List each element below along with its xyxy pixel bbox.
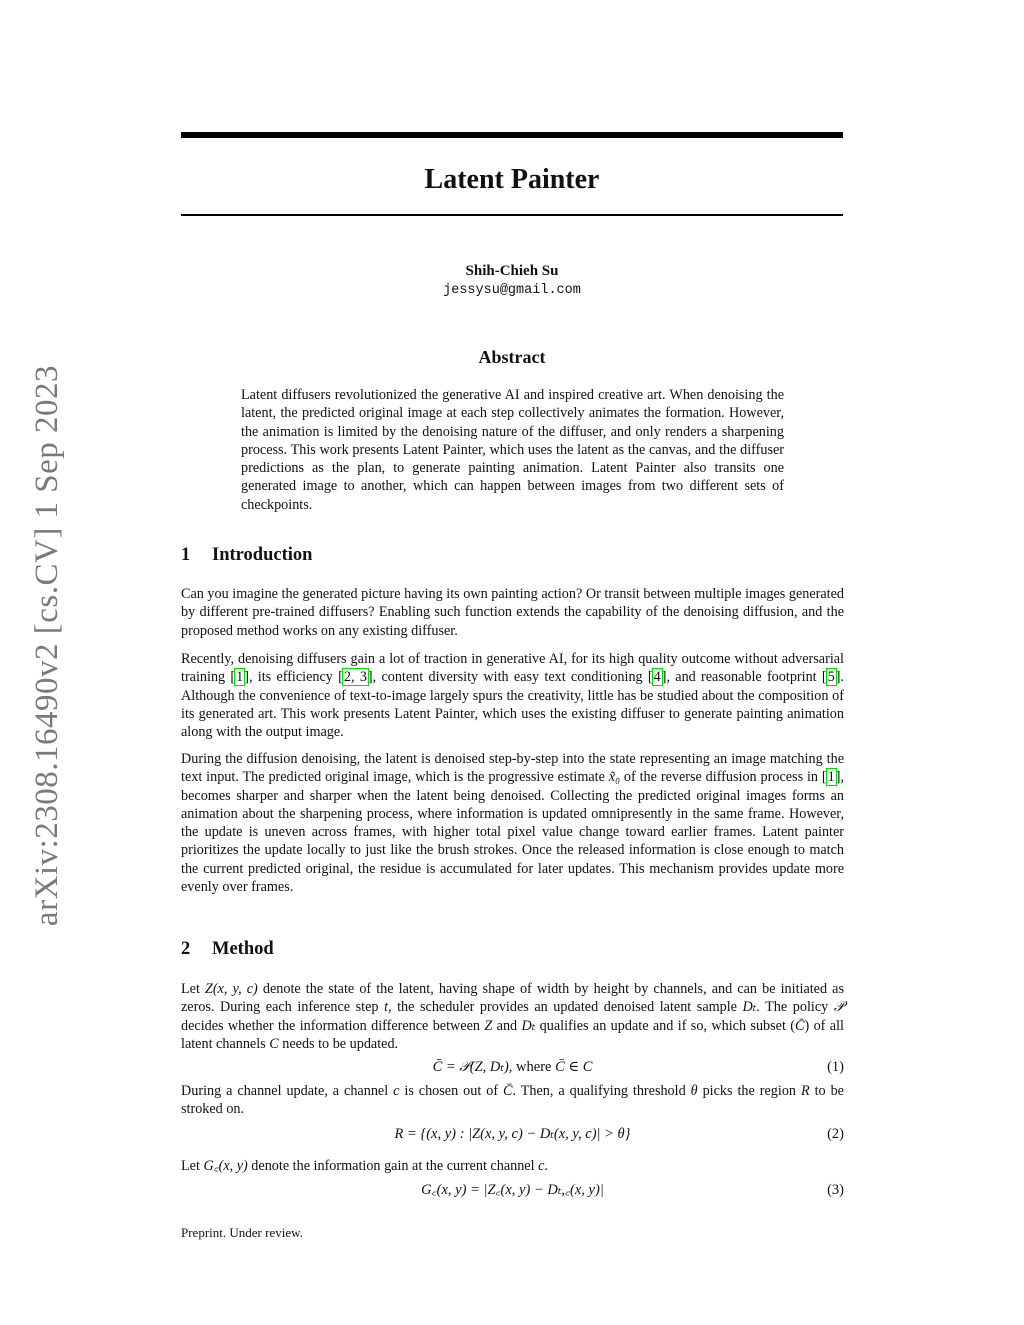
intro-paragraph-2 xyxy=(181,650,844,741)
section-number: 2 xyxy=(181,939,191,959)
citation-number[interactable]: 2 xyxy=(343,669,351,686)
math-inline: c xyxy=(393,1083,400,1099)
equation-1 xyxy=(181,1057,844,1077)
text-run: denote the state of the latent, having shape of width by height by channels, and can be initiated as zeros. During each inference step xyxy=(181,981,844,1016)
math-inline: t xyxy=(384,999,389,1016)
math-inline: C xyxy=(269,1035,279,1052)
text-run: to be stroked on. xyxy=(181,1083,844,1118)
equation-body: G꜀(x, y) = |Z꜀(x, y) − Dₜ,꜀(x, y)| xyxy=(421,1182,604,1198)
text-run: , the scheduler provides an updated denoised latent sample xyxy=(388,999,743,1016)
text-run: , where xyxy=(508,1059,556,1075)
text-run: During a channel update, a channel xyxy=(181,1083,394,1099)
section-title: Introduction xyxy=(212,545,313,565)
citation-link[interactable]: 1 xyxy=(827,769,835,786)
math-inline: G꜀(x, y) xyxy=(203,1158,248,1174)
math-expression: C̄ ∈ C xyxy=(555,1059,593,1075)
abstract-body: Latent diffusers revolutionized the generative AI and inspired creative art. When denoising the latent, the predicted original image at each step collectively animates the formation. However, the animation is limited by the denoising nature of the diffuser, and only renders a sharpening process. This work presents Latent Painter, which uses the latent as the canvas, and the diffuser predictions as the plan, to generate painting animation. Latent Painter also transits one generated image to another, which can happen between images from two different sets of checkpoints. xyxy=(241,387,784,513)
section-title: Method xyxy=(212,939,274,959)
section-number: 1 xyxy=(181,545,191,565)
math-inline: Z xyxy=(484,1017,493,1034)
title-rule-top xyxy=(181,132,843,138)
math-inline: C̄ xyxy=(503,1083,513,1099)
math-expression: C̄ = 𝒫(Z, Dₜ) xyxy=(432,1059,509,1075)
text-run: . Then, a qualifying threshold xyxy=(512,1083,691,1099)
equation-number: (2) xyxy=(827,1126,844,1142)
math-inline: Dₜ xyxy=(742,999,757,1016)
citation-link[interactable] xyxy=(343,669,368,685)
text-run: is chosen out of xyxy=(399,1083,503,1099)
equation-body: R = {(x, y) : |Z(x, y, c) − Dₜ(x, y, c)| > θ} xyxy=(394,1126,631,1142)
text-run: ], its efficiency [ xyxy=(244,669,343,686)
citation-separator: , xyxy=(350,669,360,686)
text-run: Let xyxy=(181,981,206,997)
method-paragraph-1 xyxy=(181,980,844,1053)
text-run: ]. Although the convenience of text-to-image largely spurs the creativity, little has be studied about the composition of its generated art. This work presents Latent Painter, which uses the existing diffuser to generate painting animation along with the output image. xyxy=(181,669,844,741)
text-run: During the diffusion denoising, the latent is denoised step-by-step into the state representing an image matching the text input. The predicted original image, which is the progressive estimate xyxy=(181,751,844,786)
text-run: . The policy xyxy=(756,999,834,1016)
method-paragraph-2 xyxy=(181,1082,844,1119)
text-run: of the reverse diffusion process in [ xyxy=(620,769,827,786)
math-inline: Dₜ xyxy=(521,1017,536,1034)
arxiv-sidebar xyxy=(22,362,74,928)
citation-link[interactable]: 1 xyxy=(236,669,244,686)
text-run: . xyxy=(544,1158,548,1174)
citation-link[interactable]: 5 xyxy=(827,669,835,686)
text-run: Recently, denoising diffusers gain a lot of traction in generative AI, for its high quality outcome without adversarial training [ xyxy=(181,651,844,686)
author-name: Shih-Chieh Su xyxy=(465,263,559,279)
math-inline: 𝒫 xyxy=(833,999,845,1016)
intro-paragraph-3 xyxy=(181,750,844,896)
text-run: picks the region xyxy=(697,1083,801,1099)
title-rule-bottom xyxy=(181,214,843,216)
text-run: qualifies an update and if so, which subset ( xyxy=(535,1017,795,1034)
math-inline: C̄ xyxy=(795,1017,805,1034)
text-run: ], content diversity with easy text conditioning [ xyxy=(367,669,653,686)
citation-number[interactable]: 3 xyxy=(359,669,367,686)
equation-3 xyxy=(181,1180,844,1200)
section-heading-method xyxy=(181,938,843,960)
text-run: denote the information gain at the current channel xyxy=(247,1158,539,1174)
math-inline: x̃₀ xyxy=(608,769,621,786)
text-run: ) of all latent channels xyxy=(181,1017,844,1052)
method-paragraph-3 xyxy=(181,1157,844,1175)
paper-title: Latent Painter xyxy=(424,164,600,195)
text-run: ], and reasonable footprint [ xyxy=(661,669,827,686)
math-inline: θ xyxy=(690,1083,698,1099)
text-run: and xyxy=(492,1017,522,1034)
author-email: jessysu@gmail.com xyxy=(443,283,581,298)
math-inline: R xyxy=(800,1083,810,1099)
arxiv-identifier: arXiv:2308.16490v2 [cs.CV] 1 Sep 2023 xyxy=(29,364,66,926)
text-run: decides whether the information difference between xyxy=(181,1017,485,1034)
section-heading-introduction xyxy=(181,544,843,566)
intro-paragraph-1: Can you imagine the generated picture having its own painting action? Or transit between multiple images generated by different pre-trained diffusers? Enabling such function extends the capability of the denoising diffusion, and the proposed method works on any existing diffuser. xyxy=(181,586,844,639)
equation-number: (1) xyxy=(827,1059,844,1075)
citation-link[interactable]: 4 xyxy=(653,669,661,686)
text-run: Let xyxy=(181,1158,204,1174)
math-inline: Z(x, y, c) xyxy=(205,981,258,997)
text-run: ], becomes sharper and sharper when the latent being denoised. Collecting the predicted original images forms an animation about the sharpening process, where information is updated omnipresently in the same frame. However, the update is uneven across frames, with higher total pixel value change toward earlier frames. Latent painter prioritizes the update locally to just like the brush strokes. Once the released information is close enough to match the current predicted original, the residue is accumulated for later updates. This mechanism provides update more evenly over frames. xyxy=(181,769,844,896)
equation-body xyxy=(181,1057,844,1077)
preprint-footer: Preprint. Under review. xyxy=(181,1225,303,1240)
abstract-heading: Abstract xyxy=(478,347,546,367)
equation-2 xyxy=(181,1124,844,1144)
equation-number: (3) xyxy=(827,1182,844,1198)
math-inline: c xyxy=(538,1158,545,1174)
text-run: needs to be updated. xyxy=(278,1035,399,1052)
